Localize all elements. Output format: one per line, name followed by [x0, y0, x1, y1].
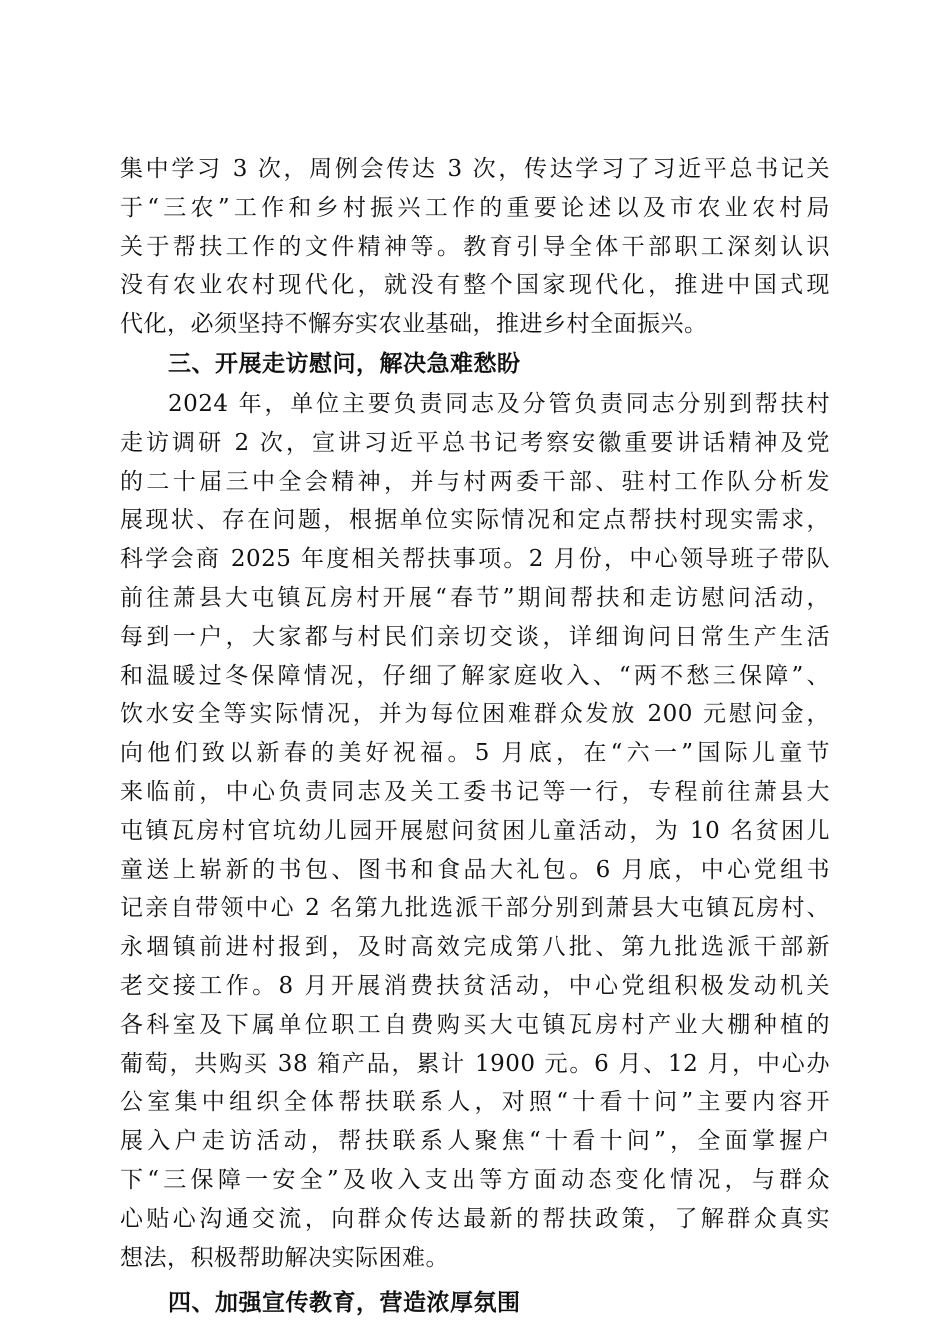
section-heading-3: 三、开展走访慰问，解决急难愁盼: [168, 350, 521, 377]
paragraph-line: 没有农业农村现代化，就没有整个国家现代化，推进中国式现: [120, 272, 830, 299]
paragraph-line: 展现状、存在问题，根据单位实际情况和定点帮扶村现实需求，: [120, 507, 830, 534]
paragraph-line: 永堌镇前进村报到，及时高效完成第八批、第九批选派干部新: [120, 934, 830, 961]
paragraph-training-summary: [120, 150, 830, 344]
paragraph-line: 想法，积极帮助解决实际困难。: [120, 1244, 449, 1271]
paragraph-line: 前往萧县大屯镇瓦房村开展“春节”期间帮扶和走访慰问活动，: [120, 584, 830, 611]
paragraph-line: 代化，必须坚持不懈夯实农业基础，推进乡村全面振兴。: [120, 311, 708, 338]
paragraph-line: 向他们致以新春的美好祝福。5 月底，在“六一”国际儿童节: [120, 740, 830, 767]
paragraph-line: 2024 年，单位主要负责同志及分管负责同志分别到帮扶村: [168, 390, 830, 417]
paragraph-line: 关于帮扶工作的文件精神等。教育引导全体干部职工深刻认识: [120, 233, 830, 260]
paragraph-line: 公室集中组织全体帮扶联系人，对照“十看十问”主要内容开: [120, 1089, 830, 1116]
paragraph-line: 于“三农”工作和乡村振兴工作的重要论述以及市农业农村局: [120, 194, 830, 221]
paragraph-line: 每到一户，大家都与村民们亲切交谈，详细询问日常生产生活: [120, 623, 830, 650]
paragraph-line: 老交接工作。8 月开展消费扶贫活动，中心党组积极发动机关: [120, 972, 830, 999]
paragraph-line: 集中学习 3 次，周例会传达 3 次，传达学习了习近平总书记关: [120, 156, 830, 182]
paragraph-line: 童送上崭新的书包、图书和食品大礼包。6 月底，中心党组书: [120, 856, 830, 883]
document-body: [120, 150, 830, 1324]
paragraph-visits: [120, 385, 830, 1277]
paragraph-line: 来临前，中心负责同志及关工委书记等一行，专程前往萧县大: [120, 778, 830, 805]
paragraph-line: 记亲自带领中心 2 名第九批选派干部分别到萧县大屯镇瓦房村、: [120, 895, 830, 922]
paragraph-line: 走访调研 2 次，宣讲习近平总书记考察安徽重要讲话精神及党: [120, 429, 830, 456]
section-heading-4: 四、加强宣传教育，营造浓厚氛围: [168, 1290, 521, 1317]
paragraph-line: 和温暖过冬保障情况，仔细了解家庭收入、“两不愁三保障”、: [120, 662, 830, 689]
paragraph-line: 科学会商 2025 年度相关帮扶事项。2 月份，中心领导班子带队: [120, 546, 830, 573]
paragraph-line: 葡萄，共购买 38 箱产品，累计 1900 元。6 月、12 月，中心办: [120, 1050, 830, 1077]
paragraph-line: 饮水安全等实际情况，并为每位困难群众发放 200 元慰问金，: [120, 701, 830, 728]
paragraph-line: 的二十届三中全会精神，并与村两委干部、驻村工作队分析发: [120, 468, 830, 495]
paragraph-line: 展入户走访活动，帮扶联系人聚焦“十看十问”，全面掌握户: [120, 1128, 830, 1155]
paragraph-line: 心贴心沟通交流，向群众传达最新的帮扶政策，了解群众真实: [120, 1205, 830, 1232]
paragraph-line: 屯镇瓦房村官坑幼儿园开展慰问贫困儿童活动，为 10 名贫困儿: [120, 817, 830, 844]
paragraph-line: 下“三保障一安全”及收入支出等方面动态变化情况，与群众: [120, 1166, 830, 1193]
paragraph-line: 各科室及下属单位职工自费购买大屯镇瓦房村产业大棚种植的: [120, 1011, 830, 1038]
